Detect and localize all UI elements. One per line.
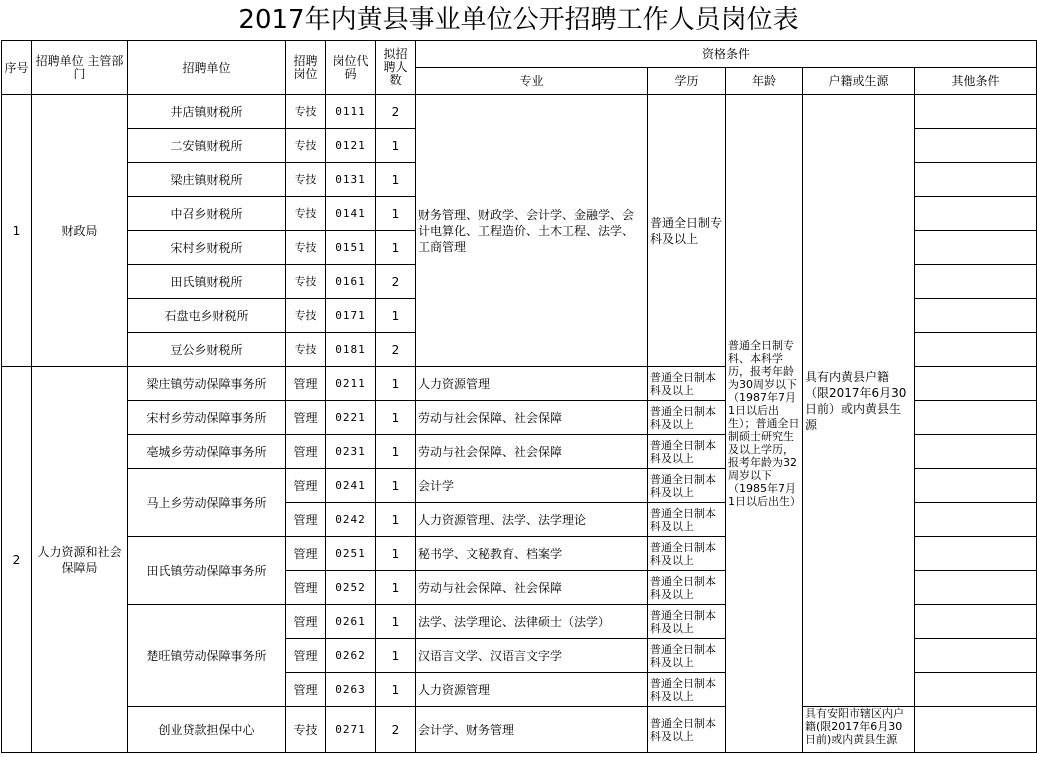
edu-requirement: 普通全日制本科及以上 xyxy=(648,571,726,605)
other-cell xyxy=(915,605,1037,639)
post-type: 专技 xyxy=(286,163,326,197)
post-type: 专技 xyxy=(286,265,326,299)
page-title: 2017年内黄县事业单位公开招聘工作人员岗位表 xyxy=(238,5,799,35)
edu-requirement: 普通全日制本科及以上 xyxy=(648,435,726,469)
hire-count: 1 xyxy=(376,197,416,231)
edu-requirement: 普通全日制本科及以上 xyxy=(648,707,726,753)
hire-count: 1 xyxy=(376,299,416,333)
other-cell xyxy=(915,435,1037,469)
other-cell xyxy=(915,265,1037,299)
edu-requirement: 普通全日制专科及以上 xyxy=(648,95,726,367)
hire-count: 1 xyxy=(376,605,416,639)
unit-name: 马上乡劳动保障事务所 xyxy=(128,469,286,537)
unit-name: 宋村乡劳动保障事务所 xyxy=(128,401,286,435)
header-hukou: 户籍或生源 xyxy=(803,68,915,95)
other-cell xyxy=(915,367,1037,401)
edu-requirement: 普通全日制本科及以上 xyxy=(648,639,726,673)
unit-name: 创业贷款担保中心 xyxy=(128,707,286,753)
header-count: 拟招聘人数 xyxy=(376,41,416,95)
major-requirement: 会计学、财务管理 xyxy=(416,707,648,753)
edu-requirement: 普通全日制本科及以上 xyxy=(648,367,726,401)
post-type: 管理 xyxy=(286,673,326,707)
post-code: 0211 xyxy=(326,367,376,401)
other-cell xyxy=(915,129,1037,163)
other-cell xyxy=(915,571,1037,605)
unit-name: 豆公乡财税所 xyxy=(128,333,286,367)
other-cell xyxy=(915,469,1037,503)
header-other: 其他条件 xyxy=(915,68,1037,95)
post-code: 0271 xyxy=(326,707,376,753)
major-requirement: 会计学 xyxy=(416,469,648,503)
edu-requirement: 普通全日制本科及以上 xyxy=(648,401,726,435)
header-edu: 学历 xyxy=(648,68,726,95)
post-code: 0181 xyxy=(326,333,376,367)
major-requirement: 劳动与社会保障、社会保障 xyxy=(416,435,648,469)
hire-count: 1 xyxy=(376,503,416,537)
post-code: 0261 xyxy=(326,605,376,639)
post-type: 专技 xyxy=(286,299,326,333)
group-dept: 人力资源和社会保障局 xyxy=(32,367,128,753)
edu-requirement: 普通全日制本科及以上 xyxy=(648,503,726,537)
unit-name: 田氏镇财税所 xyxy=(128,265,286,299)
post-type: 管理 xyxy=(286,401,326,435)
post-type: 管理 xyxy=(286,639,326,673)
major-requirement: 劳动与社会保障、社会保障 xyxy=(416,401,648,435)
post-code: 0111 xyxy=(326,95,376,129)
hire-count: 1 xyxy=(376,673,416,707)
post-code: 0161 xyxy=(326,265,376,299)
other-cell xyxy=(915,707,1037,753)
post-code: 0141 xyxy=(326,197,376,231)
post-code: 0241 xyxy=(326,469,376,503)
age-requirement: 普通全日制专科、本科学历，报考年龄为30周岁以下（1987年7月1日以后出生）；普通全日制硕士研究生及以上学历，报考年龄为32周岁以下（1985年7月1日以后出生） xyxy=(726,95,803,753)
hire-count: 1 xyxy=(376,163,416,197)
unit-name: 宋村乡财税所 xyxy=(128,231,286,265)
hire-count: 2 xyxy=(376,333,416,367)
group-seq: 2 xyxy=(2,367,32,753)
post-type: 专技 xyxy=(286,231,326,265)
hire-count: 2 xyxy=(376,265,416,299)
header-code: 岗位代码 xyxy=(326,41,376,95)
post-code: 0252 xyxy=(326,571,376,605)
post-code: 0242 xyxy=(326,503,376,537)
unit-name: 田氏镇劳动保障事务所 xyxy=(128,537,286,605)
major-requirement: 汉语言文学、汉语言文字学 xyxy=(416,639,648,673)
unit-name: 井店镇财税所 xyxy=(128,95,286,129)
post-type: 管理 xyxy=(286,503,326,537)
hire-count: 1 xyxy=(376,129,416,163)
major-requirement: 人力资源管理、法学、法学理论 xyxy=(416,503,648,537)
header-post: 招聘岗位 xyxy=(286,41,326,95)
hire-count: 2 xyxy=(376,95,416,129)
post-type: 专技 xyxy=(286,129,326,163)
group-dept: 财政局 xyxy=(32,95,128,367)
recruitment-table xyxy=(1,40,1037,753)
hire-count: 1 xyxy=(376,639,416,673)
post-type: 专技 xyxy=(286,197,326,231)
other-cell xyxy=(915,639,1037,673)
post-code: 0221 xyxy=(326,401,376,435)
unit-name: 楚旺镇劳动保障事务所 xyxy=(128,605,286,707)
post-code: 0131 xyxy=(326,163,376,197)
header-age: 年龄 xyxy=(726,68,803,95)
post-type: 管理 xyxy=(286,537,326,571)
unit-name: 中召乡财税所 xyxy=(128,197,286,231)
header-unit: 招聘单位 xyxy=(128,41,286,95)
hire-count: 1 xyxy=(376,231,416,265)
post-code: 0151 xyxy=(326,231,376,265)
hire-count: 1 xyxy=(376,537,416,571)
hire-count: 1 xyxy=(376,469,416,503)
major-requirement: 人力资源管理 xyxy=(416,673,648,707)
unit-name: 亳城乡劳动保障事务所 xyxy=(128,435,286,469)
edu-requirement: 普通全日制本科及以上 xyxy=(648,605,726,639)
other-cell xyxy=(915,231,1037,265)
post-type: 专技 xyxy=(286,707,326,753)
unit-name: 二安镇财税所 xyxy=(128,129,286,163)
post-code: 0231 xyxy=(326,435,376,469)
post-code: 0171 xyxy=(326,299,376,333)
unit-name: 梁庄镇劳动保障事务所 xyxy=(128,367,286,401)
other-cell xyxy=(915,503,1037,537)
unit-name: 石盘屯乡财税所 xyxy=(128,299,286,333)
header-major: 专业 xyxy=(416,68,648,95)
edu-requirement: 普通全日制本科及以上 xyxy=(648,673,726,707)
unit-name: 梁庄镇财税所 xyxy=(128,163,286,197)
hire-count: 1 xyxy=(376,401,416,435)
hire-count: 1 xyxy=(376,571,416,605)
other-cell xyxy=(915,333,1037,367)
major-requirement: 劳动与社会保障、社会保障 xyxy=(416,571,648,605)
major-requirement: 财务管理、财政学、会计学、金融学、会计电算化、工程造价、土木工程、法学、工商管理 xyxy=(416,95,648,367)
post-type: 管理 xyxy=(286,605,326,639)
other-cell xyxy=(915,95,1037,129)
other-cell xyxy=(915,197,1037,231)
post-type: 专技 xyxy=(286,333,326,367)
major-requirement: 法学、法学理论、法律硕士（法学） xyxy=(416,605,648,639)
post-type: 专技 xyxy=(286,95,326,129)
group-seq: 1 xyxy=(2,95,32,367)
post-type: 管理 xyxy=(286,469,326,503)
header-seq: 序号 xyxy=(2,41,32,95)
hire-count: 1 xyxy=(376,367,416,401)
post-code: 0121 xyxy=(326,129,376,163)
edu-requirement: 普通全日制本科及以上 xyxy=(648,537,726,571)
hukou-requirement: 具有安阳市辖区内户籍(限2017年6月30日前)或内黄县生源 xyxy=(803,707,915,753)
other-cell xyxy=(915,299,1037,333)
other-cell xyxy=(915,537,1037,571)
header-qualification: 资格条件 xyxy=(416,41,1037,68)
other-cell xyxy=(915,673,1037,707)
hire-count: 1 xyxy=(376,435,416,469)
major-requirement: 秘书学、文秘教育、档案学 xyxy=(416,537,648,571)
post-type: 管理 xyxy=(286,571,326,605)
major-requirement: 人力资源管理 xyxy=(416,367,648,401)
other-cell xyxy=(915,401,1037,435)
hire-count: 2 xyxy=(376,707,416,753)
post-code: 0263 xyxy=(326,673,376,707)
post-type: 管理 xyxy=(286,435,326,469)
edu-requirement: 普通全日制本科及以上 xyxy=(648,469,726,503)
post-code: 0262 xyxy=(326,639,376,673)
hukou-requirement: 具有内黄县户籍（限2017年6月30日前）或内黄县生源 xyxy=(803,95,915,707)
post-code: 0251 xyxy=(326,537,376,571)
header-dept: 招聘单位 主管部门 xyxy=(32,41,128,95)
other-cell xyxy=(915,163,1037,197)
post-type: 管理 xyxy=(286,367,326,401)
